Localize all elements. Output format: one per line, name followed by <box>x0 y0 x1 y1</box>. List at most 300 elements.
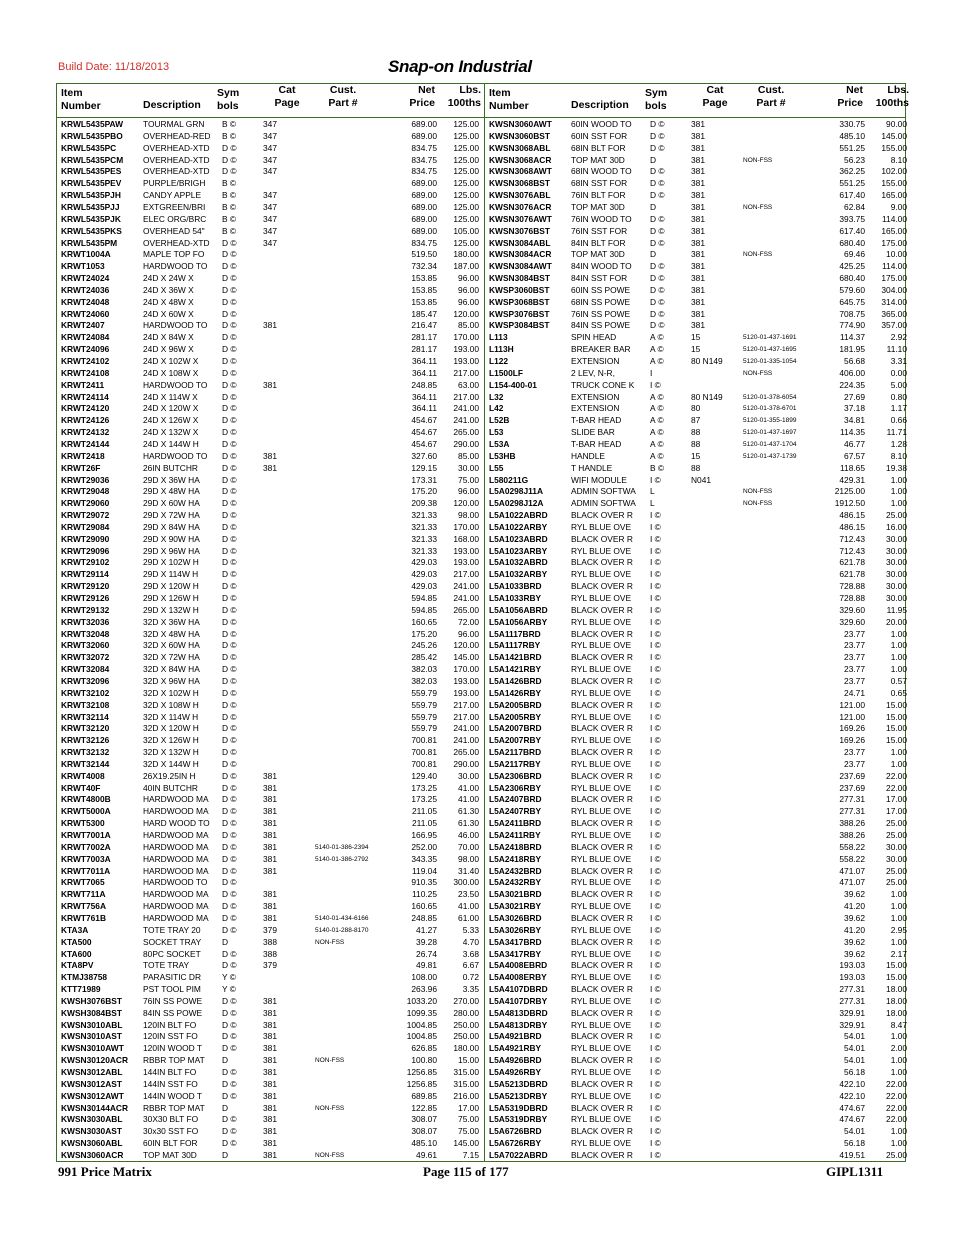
header-cat-page: Cat Page <box>702 84 728 109</box>
cell-cat: 381 <box>263 901 277 912</box>
table-row <box>485 735 909 747</box>
cell-price: 680.40 <box>839 273 865 284</box>
table-row <box>57 368 481 380</box>
table-row <box>485 1055 909 1067</box>
cell-cust: 5120-01-437-1695 <box>743 346 797 354</box>
cell-item: KRWT32114 <box>61 711 109 722</box>
table-row <box>57 925 481 937</box>
cell-price: 774.90 <box>839 320 865 331</box>
cell-price: 173.25 <box>411 794 437 805</box>
cell-sym: I © <box>650 640 661 651</box>
cell-price: 474.67 <box>839 1114 865 1125</box>
cell-sym: I © <box>650 581 661 592</box>
cell-cat: 379 <box>263 924 277 935</box>
cell-lbs: 96.00 <box>458 284 479 295</box>
cell-price: 617.40 <box>839 225 865 236</box>
table-row <box>485 937 909 949</box>
cell-cat: 347 <box>263 213 277 224</box>
cell-price: 39.62 <box>844 936 865 947</box>
cell-sym: D © <box>222 640 237 651</box>
cell-price: 119.04 <box>412 865 437 876</box>
cell-price: 39.62 <box>844 912 865 923</box>
cell-desc: RYL BLUE OVE <box>571 758 632 769</box>
cell-cat: 381 <box>263 995 277 1006</box>
cell-price: 330.75 <box>839 119 865 129</box>
cell-lbs: 15.00 <box>886 735 907 746</box>
table-row <box>485 1043 909 1055</box>
cell-price: 422.10 <box>839 1078 865 1089</box>
table-row <box>485 297 909 309</box>
table-row <box>57 747 481 759</box>
cell-lbs: 30.00 <box>886 853 907 864</box>
cell-item: KWSN3010AWT <box>61 1043 124 1054</box>
cell-desc: MAPLE TOP FO <box>143 249 205 260</box>
cell-price: 193.03 <box>839 960 865 971</box>
cell-lbs: 1.00 <box>890 640 907 651</box>
cell-item: KWSN3084AWT <box>489 261 552 272</box>
table-row <box>485 119 909 131</box>
table-row <box>485 403 909 415</box>
cell-item: L5A2306RBY <box>489 782 542 793</box>
table-row <box>485 285 909 297</box>
cell-desc: 29D X 96W HA <box>143 545 200 556</box>
cell-item: L5A2005RBY <box>489 711 542 722</box>
table-row <box>57 297 481 309</box>
cell-price: 308.07 <box>411 1126 437 1137</box>
cell-sym: D © <box>222 320 237 331</box>
cell-item: KRWT29048 <box>61 486 110 497</box>
table-row <box>57 676 481 688</box>
table-row <box>57 735 481 747</box>
cell-lbs: 125.00 <box>453 130 479 141</box>
cell-sym: D © <box>222 770 237 781</box>
cell-sym: I © <box>650 794 661 805</box>
cell-desc: HARDWOOD MA <box>143 794 209 805</box>
cell-sym: D <box>650 154 657 165</box>
cell-lbs: 304.00 <box>881 284 907 295</box>
cell-price: 626.85 <box>411 1043 437 1054</box>
cell-cat: 381 <box>263 450 277 461</box>
cell-sym: I © <box>650 675 661 686</box>
cell-lbs: 125.00 <box>453 154 479 165</box>
cell-sym: I © <box>650 1138 661 1149</box>
cell-price: 211.05 <box>412 806 437 817</box>
cell-lbs: 15.00 <box>886 723 907 734</box>
cell-item: KRWT24120 <box>61 403 110 414</box>
table-row <box>485 1138 909 1150</box>
cell-cat: 381 <box>263 865 277 876</box>
cell-sym: I © <box>650 948 661 959</box>
cell-price: 425.25 <box>839 261 865 272</box>
cell-price: 1004.85 <box>406 1031 437 1042</box>
cell-item: KRWT32108 <box>61 699 110 710</box>
cell-item: L5A0298J11A <box>489 486 544 497</box>
cell-sym: I © <box>650 1007 661 1018</box>
cell-item: L5A5213DBRD <box>489 1078 548 1089</box>
cell-lbs: 17.00 <box>458 1102 479 1113</box>
cell-item: L5A4107DBRD <box>489 984 548 995</box>
cell-item: KRWT5300 <box>61 818 105 829</box>
cell-cat: 381 <box>691 213 705 224</box>
cell-sym: I © <box>650 1043 661 1054</box>
cell-price: 551.25 <box>839 142 865 153</box>
cell-item: KRWT711A <box>61 889 106 900</box>
cell-lbs: 217.00 <box>453 699 479 710</box>
cell-sym: D © <box>222 533 237 544</box>
cell-price: 153.85 <box>411 273 437 284</box>
cell-item: KRWT29126 <box>61 593 110 603</box>
table-row <box>57 415 481 427</box>
cell-desc: TOP MAT 30D <box>571 201 625 212</box>
cell-item: L5A1022ABRD <box>489 510 548 521</box>
cell-lbs: 193.00 <box>453 356 479 366</box>
cell-desc: HARDWOOD MA <box>143 865 209 876</box>
cell-price: 23.77 <box>844 758 865 769</box>
cell-desc: 76IN SS POWE <box>571 308 631 319</box>
table-row <box>57 273 481 285</box>
cell-desc: HARDWOOD MA <box>143 830 209 840</box>
cell-lbs: 1.00 <box>890 747 907 758</box>
cell-cat: 381 <box>691 201 705 212</box>
cell-desc: CANDY APPLE <box>143 190 202 201</box>
cell-cat: 347 <box>263 190 277 201</box>
cell-item: KRWT5000A <box>61 806 111 817</box>
cell-sym: D © <box>222 142 237 153</box>
table-row <box>57 190 481 202</box>
cell-sym: I © <box>650 593 661 603</box>
cell-sym: D © <box>222 521 237 532</box>
cell-item: KWSN3010AST <box>61 1031 122 1042</box>
cell-lbs: 125.00 <box>453 201 479 212</box>
cell-desc: RYL BLUE OVE <box>571 782 632 793</box>
cell-lbs: 61.30 <box>458 806 479 817</box>
cell-cat: 88 <box>691 462 701 473</box>
cell-lbs: 85.00 <box>458 320 479 331</box>
cell-sym: D © <box>222 391 237 402</box>
cell-price: 56.18 <box>844 1067 865 1077</box>
cell-desc: RYL BLUE OVE <box>571 616 632 627</box>
cell-sym: D © <box>222 830 237 840</box>
cell-price: 645.75 <box>839 296 865 307</box>
cell-price: 621.78 <box>839 569 865 580</box>
cell-sym: L <box>650 486 655 497</box>
cell-price: 382.03 <box>411 664 437 675</box>
table-row <box>485 534 909 546</box>
cell-price: 281.17 <box>411 344 437 355</box>
cell-price: 62.84 <box>844 201 865 212</box>
cell-desc: TOTE TRAY <box>143 960 190 971</box>
table-row <box>485 166 909 178</box>
cell-sym: D © <box>650 284 665 295</box>
table-row <box>57 166 481 178</box>
cell-desc: 84IN BLT FOR <box>571 237 626 248</box>
cell-lbs: 11.95 <box>886 604 907 615</box>
cell-item: L5A1033RBY <box>489 593 542 603</box>
table-row <box>485 783 909 795</box>
table-row <box>57 320 481 332</box>
cell-item: KWSN3068ACR <box>489 154 552 165</box>
cell-lbs: 120.00 <box>453 308 479 319</box>
cell-desc: 32D X 48W HA <box>143 628 200 639</box>
cell-sym: D © <box>222 273 237 284</box>
cell-sym: D © <box>222 960 237 971</box>
cell-price: 732.34 <box>411 261 437 272</box>
cell-desc: 60IN SST FOR <box>571 130 628 141</box>
cell-cat: 80 N149 <box>691 356 723 366</box>
table-row <box>57 451 481 463</box>
cell-sym: D © <box>650 296 665 307</box>
cell-lbs: 30.00 <box>886 841 907 852</box>
cell-desc: BLACK OVER R <box>571 1102 633 1113</box>
cell-cat: 381 <box>263 770 277 781</box>
cell-sym: I © <box>650 936 661 947</box>
cell-sym: B © <box>222 190 237 201</box>
cell-desc: 76IN SS POWE <box>143 995 203 1006</box>
cell-desc: 2 LEV, N-R, <box>571 367 615 378</box>
cell-price: 327.60 <box>411 450 437 461</box>
cell-price: 454.67 <box>411 427 437 438</box>
cell-item: L5A1023ARBY <box>489 545 548 556</box>
cell-sym: D © <box>650 190 665 201</box>
cell-cat: 381 <box>263 1138 277 1149</box>
cell-price: 100.80 <box>411 1055 437 1066</box>
cell-item: L113H <box>489 344 514 355</box>
table-row <box>57 131 481 143</box>
cell-desc: 29D X 114W H <box>143 569 199 580</box>
cell-desc: BLACK OVER R <box>571 960 633 971</box>
cell-item: KRWL5435PES <box>61 166 122 177</box>
cell-desc: BLACK OVER R <box>571 912 633 923</box>
cell-item: KWSN3084BST <box>489 273 550 284</box>
cell-desc: RYL BLUE OVE <box>571 972 632 983</box>
cell-desc: 32D X 60W HA <box>143 640 200 651</box>
cell-desc: 29D X 126W H <box>143 593 199 603</box>
cell-price: 237.69 <box>839 782 865 793</box>
cell-item: KRWT4008 <box>61 770 105 781</box>
table-row <box>485 202 909 214</box>
cell-sym: I © <box>650 1102 661 1113</box>
cell-desc: 40IN BUTCHR <box>143 782 198 793</box>
cell-item: L113 <box>489 332 508 343</box>
cell-lbs: 16.00 <box>886 521 907 532</box>
table-row <box>485 794 909 806</box>
cell-price: 56.68 <box>844 356 865 366</box>
cell-desc: HANDLE <box>571 450 605 461</box>
table-row <box>57 712 481 724</box>
cell-price: 429.03 <box>411 581 437 592</box>
cell-desc: BLACK OVER R <box>571 770 633 781</box>
cell-lbs: 0.72 <box>462 972 479 983</box>
cell-desc: 32D X 84W HA <box>143 664 200 675</box>
cell-price: 419.51 <box>839 1149 865 1160</box>
cell-sym: D © <box>222 616 237 627</box>
cell-lbs: 11.71 <box>886 427 907 438</box>
cell-item: KWSH3076BST <box>61 995 122 1006</box>
cell-cat: 388 <box>263 936 277 947</box>
cell-lbs: 217.00 <box>453 711 479 722</box>
header-cust-part: Cust. Part # <box>328 84 358 109</box>
cell-lbs: 98.00 <box>458 853 479 864</box>
cell-desc: RYL BLUE OVE <box>571 545 632 556</box>
cell-item: KRWT24060 <box>61 308 110 319</box>
cell-sym: D © <box>222 675 237 686</box>
cell-cat: 15 <box>691 344 701 355</box>
cell-lbs: 1.00 <box>890 652 907 663</box>
cell-sym: D © <box>650 273 665 284</box>
table-row <box>485 747 909 759</box>
cell-item: KWSN3012AWT <box>61 1090 124 1101</box>
cell-price: 248.85 <box>411 379 437 390</box>
cell-sym: D © <box>222 1067 237 1077</box>
cell-lbs: 125.00 <box>453 178 479 189</box>
cell-desc: TOP MAT 30D <box>571 154 625 165</box>
cell-cat: 381 <box>263 1007 277 1018</box>
cell-lbs: 22.00 <box>886 1078 907 1089</box>
cell-lbs: 1.00 <box>890 1055 907 1066</box>
cell-price: 39.62 <box>844 948 865 959</box>
cell-sym: D <box>650 249 657 260</box>
cell-price: 388.26 <box>839 830 865 840</box>
cell-desc: BLACK OVER R <box>571 818 633 829</box>
cell-lbs: 25.00 <box>886 830 907 840</box>
cell-sym: D © <box>222 995 237 1006</box>
table-row <box>485 557 909 569</box>
table-row <box>485 309 909 321</box>
cell-sym: I © <box>650 758 661 769</box>
cell-sym: I © <box>650 545 661 556</box>
cell-sym: I © <box>650 699 661 710</box>
cell-sym: D © <box>650 119 665 129</box>
cell-price: 285.42 <box>411 652 437 663</box>
cell-lbs: 18.00 <box>886 1007 907 1018</box>
cell-price: 209.38 <box>411 498 437 509</box>
cell-price: 559.79 <box>411 711 437 722</box>
table-row <box>485 1008 909 1020</box>
cell-cust: NON-FSS <box>315 1057 345 1065</box>
table-row <box>485 996 909 1008</box>
cell-price: 23.77 <box>844 664 865 675</box>
cell-sym: I © <box>650 711 661 722</box>
cell-sym: L <box>650 498 655 509</box>
cell-item: KWSN30144ACR <box>61 1102 129 1113</box>
cell-price: 519.50 <box>411 249 437 260</box>
cell-desc: RYL BLUE OVE <box>571 901 632 912</box>
cell-price: 485.10 <box>411 1138 437 1149</box>
table-row <box>485 1150 909 1162</box>
cell-item: L5A1033BRD <box>489 581 542 592</box>
cell-lbs: 2.92 <box>890 332 907 343</box>
table-row <box>57 249 481 261</box>
table-row <box>57 143 481 155</box>
table-row <box>485 771 909 783</box>
cell-cat: 381 <box>263 1102 277 1113</box>
cell-desc: ADMIN SOFTWA <box>571 498 636 509</box>
cell-cat: 381 <box>263 1031 277 1042</box>
cell-lbs: 3.35 <box>462 984 479 995</box>
cell-sym: D © <box>222 758 237 769</box>
cell-cat: 347 <box>263 119 277 129</box>
cell-item: KRWT2411 <box>61 379 105 390</box>
cell-desc: TOP MAT 30D <box>143 1149 197 1160</box>
cell-cat: 381 <box>691 249 705 260</box>
cell-lbs: 96.00 <box>458 628 479 639</box>
cell-item: KRWL5435PJJ <box>61 201 120 212</box>
cell-item: L5A3021BRD <box>489 889 542 900</box>
cell-item: L52B <box>489 415 510 426</box>
cell-price: 429.31 <box>839 474 865 485</box>
table-row <box>485 700 909 712</box>
table-row <box>57 226 481 238</box>
cell-lbs: 5.33 <box>462 924 479 935</box>
cell-price: 24.71 <box>844 687 865 698</box>
cell-item: KRWL5435PAW <box>61 119 124 129</box>
cell-price: 700.81 <box>411 758 437 769</box>
cell-price: 248.85 <box>411 912 437 923</box>
table-row <box>485 143 909 155</box>
table-row <box>485 226 909 238</box>
cell-desc: 76IN BLT FOR <box>571 190 626 201</box>
cell-cat: 381 <box>263 806 277 817</box>
cell-item: KRWL5435PJH <box>61 190 121 201</box>
cell-lbs: 25.00 <box>886 877 907 888</box>
table-row <box>57 877 481 889</box>
cell-item: L5A2432RBY <box>489 877 542 888</box>
cell-lbs: 241.00 <box>453 593 479 603</box>
table-row <box>485 332 909 344</box>
cell-sym: I © <box>650 865 661 876</box>
cell-item: KRWT761B <box>61 912 106 923</box>
cell-item: KWSN3030AST <box>61 1126 122 1137</box>
cell-price: 224.35 <box>839 379 865 390</box>
cell-sym: D © <box>222 652 237 663</box>
table-row <box>57 1067 481 1079</box>
cell-lbs: 31.40 <box>458 865 479 876</box>
cell-sym: D © <box>222 510 237 521</box>
cell-lbs: 20.00 <box>886 616 907 627</box>
cell-lbs: 114.00 <box>882 261 907 272</box>
cell-sym: D © <box>222 154 237 165</box>
table-row <box>485 344 909 356</box>
cell-sym: D © <box>222 332 237 343</box>
cell-price: 245.26 <box>411 640 437 651</box>
cell-cust: NON-FSS <box>743 488 773 496</box>
cell-price: 551.25 <box>839 178 865 189</box>
cell-item: KRWL5435PKS <box>61 225 122 236</box>
table-row <box>485 652 909 664</box>
table-row <box>485 854 909 866</box>
cell-sym: D © <box>650 225 665 236</box>
cell-sym: D © <box>222 1031 237 1042</box>
cell-item: KRWT24108 <box>61 367 110 378</box>
cell-item: L5A4926RBY <box>489 1067 542 1077</box>
cell-sym: Y © <box>222 984 236 995</box>
cell-sym: I © <box>650 747 661 758</box>
cell-price: 49.81 <box>416 960 437 971</box>
cell-lbs: 30.00 <box>886 533 907 544</box>
table-row <box>57 640 481 652</box>
cell-item: L5A2007RBY <box>489 735 542 746</box>
cell-desc: RYL BLUE OVE <box>571 1067 632 1077</box>
build-date: Build Date: 11/18/2013 <box>58 61 170 73</box>
cell-cat: 381 <box>691 225 705 236</box>
cell-lbs: 96.00 <box>458 296 479 307</box>
cell-price: 216.47 <box>411 320 437 331</box>
cell-lbs: 5.00 <box>890 379 907 390</box>
cell-sym: D © <box>222 474 237 485</box>
cell-price: 382.03 <box>411 675 437 686</box>
cell-price: 54.01 <box>844 1043 865 1054</box>
cell-desc: PST TOOL PIM <box>143 984 201 995</box>
